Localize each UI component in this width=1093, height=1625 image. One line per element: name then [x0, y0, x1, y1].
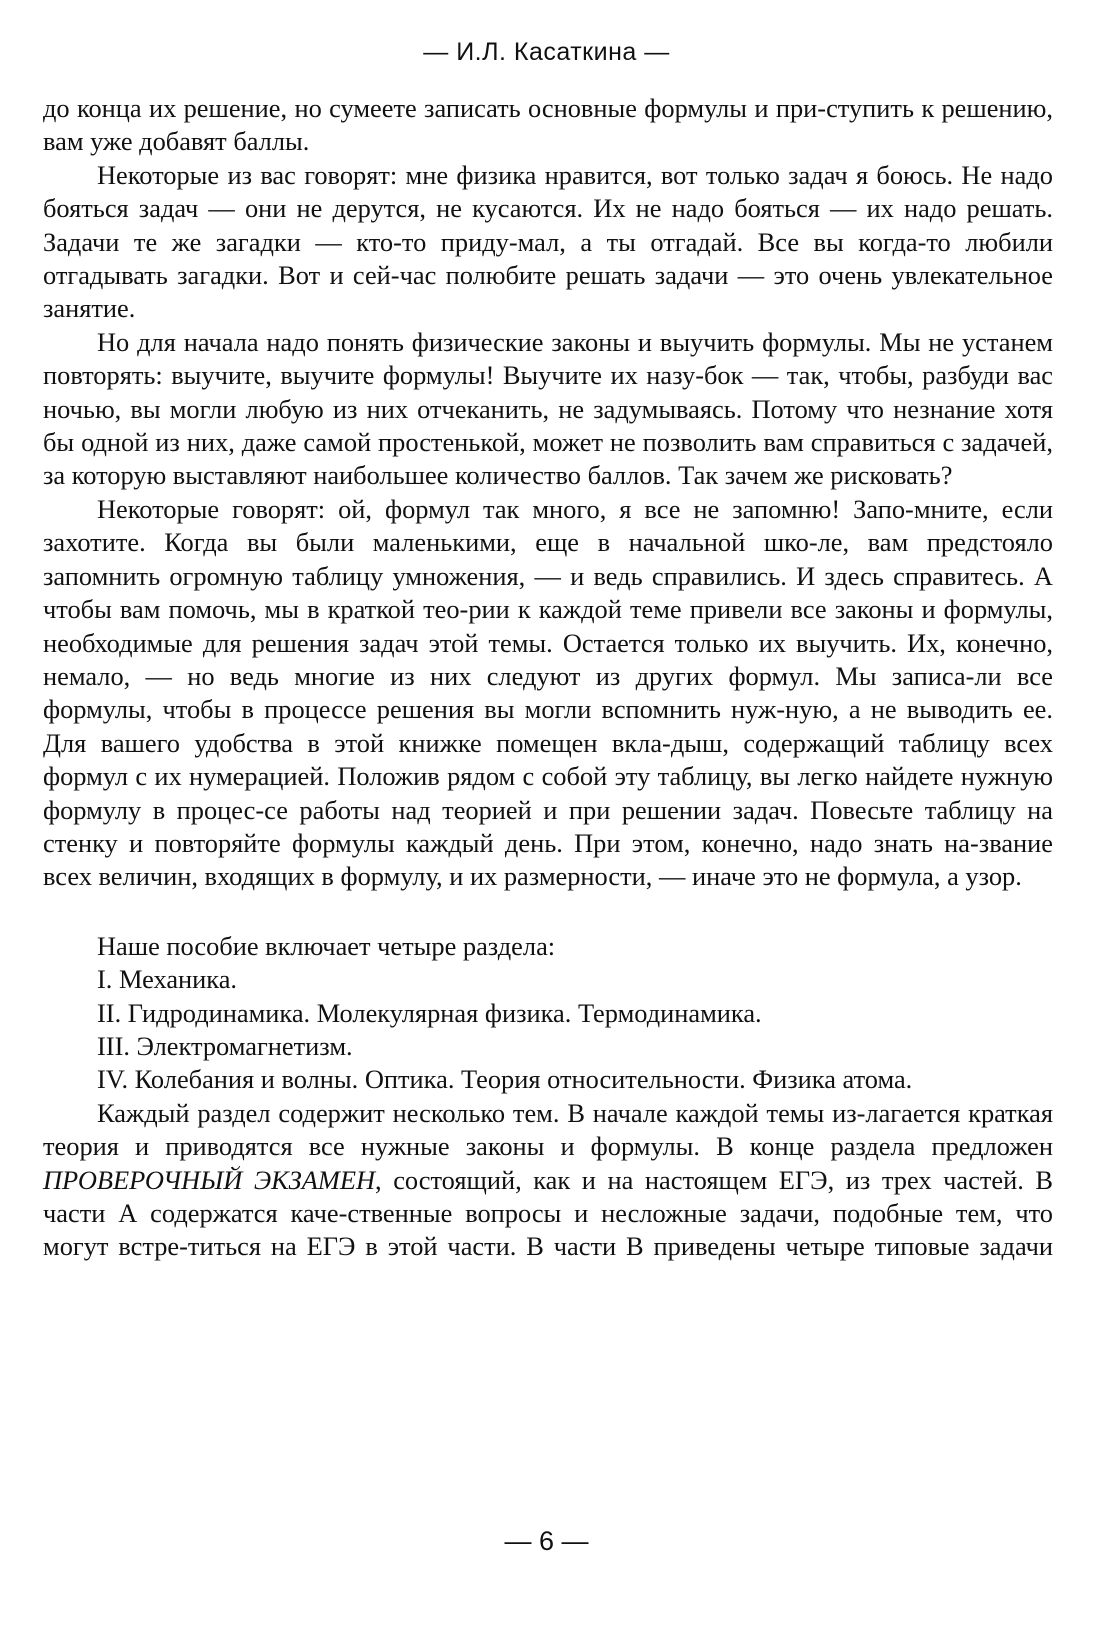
- section-item-4: IV. Колебания и волны. Оптика. Теория относительности. Физика атома.: [97, 1064, 913, 1095]
- exam-title-emphasis: ПРОВЕРОЧНЫЙ ЭКЗАМЕН: [43, 1164, 376, 1195]
- paragraph-memorize: Некоторые говорят: ой, формул так много, я все не запомню! Запо-мните, если захотите. Когда вы были маленькими, еще в начальной шко-ле, вам предстояло запомнить огромную таблицу умножения, — и ведь справились. И здесь справитесь. А чтобы вам помочь, мы в краткой тео-рии к каждой теме привели все законы и формулы, необходимые для решения задач этой темы. Остается только их выучить. Их, конечно, немало, — но ведь многие из них следуют из других формул. Мы записа-ли все формулы, чтобы в процессе решения вы могли вспомнить нуж-ную, а не выводить ее. Для вашего удобства в этой книжке помещен вкла-дыш, содержащий таблицу всех формул с их нумерацией. Положив рядом с собой эту таблицу, вы легко найдете нужную формулу в процес-се работы над теорией и при решении задач. Повесьте таблицу на стенку и повторяйте формулы каждый день. При этом, конечно, надо знать на-звание всех величин, входящих в формулу, и их размерности, — иначе это не формула, а узор.: [43, 493, 1053, 892]
- section-item-2: II. Гидродинамика. Молекулярная физика. Термодинамика.: [97, 997, 762, 1028]
- paragraph-text: Каждый раздел содержит несколько тем. В начале каждой темы из-лагается краткая теория и приводятся все нужные законы и формулы. В конце раздела предложен: [43, 1097, 1053, 1162]
- running-header: — И.Л. Касаткина —: [423, 38, 670, 66]
- paragraph-learn-formulas: Но для начала надо понять физические законы и выучить формулы. Мы не устанем повторять: выучите, выучите формулы! Выучите их назу-бок — так, чтобы, разбуди вас ночью, вы могли любую из них отчеканить, не задумываясь. Потому что незнание хотя бы одной из них, даже самой простенькой, может не позволить вам справиться с задачей, за которую выставляют наибольшее количество баллов. Так зачем же рисковать?: [43, 326, 1053, 491]
- section-item-1: I. Механика.: [97, 964, 238, 995]
- page-number: — 6 —: [504, 1526, 589, 1556]
- paragraph-section-structure: [43, 1097, 1053, 1264]
- section-item-3: III. Электромагнетизм.: [97, 1030, 353, 1061]
- paragraph-text: , состоящий, как и на настоящем ЕГЭ, из трех частей. В части А содержатся каче-ственные вопросы и несложные задачи, подобные тем, что могут встре-титься на ЕГЭ в этой части. В части В приведены четыре типовые задачи: [43, 1164, 1053, 1262]
- paragraph-sections-intro: Наше пособие включает четыре раздела:: [97, 930, 556, 961]
- paragraph-fear-of-problems: Некоторые из вас говорят: мне физика нравится, вот только задач я боюсь. Не надо бояться задач — они не дерутся, не кусаются. Их не надо бояться — их надо решать. Задачи те же загадки — кто-то приду-мал, а ты отгадай. Все вы когда-то любили отгадывать загадки. Вот и сей-час полюбите решать задачи — это очень увлекательное занятие.: [43, 159, 1053, 324]
- page-body: [43, 92, 1053, 1264]
- paragraph-continuation: до конца их решение, но сумеете записать основные формулы и при-ступить к решению, вам уже добавят баллы.: [43, 93, 1053, 157]
